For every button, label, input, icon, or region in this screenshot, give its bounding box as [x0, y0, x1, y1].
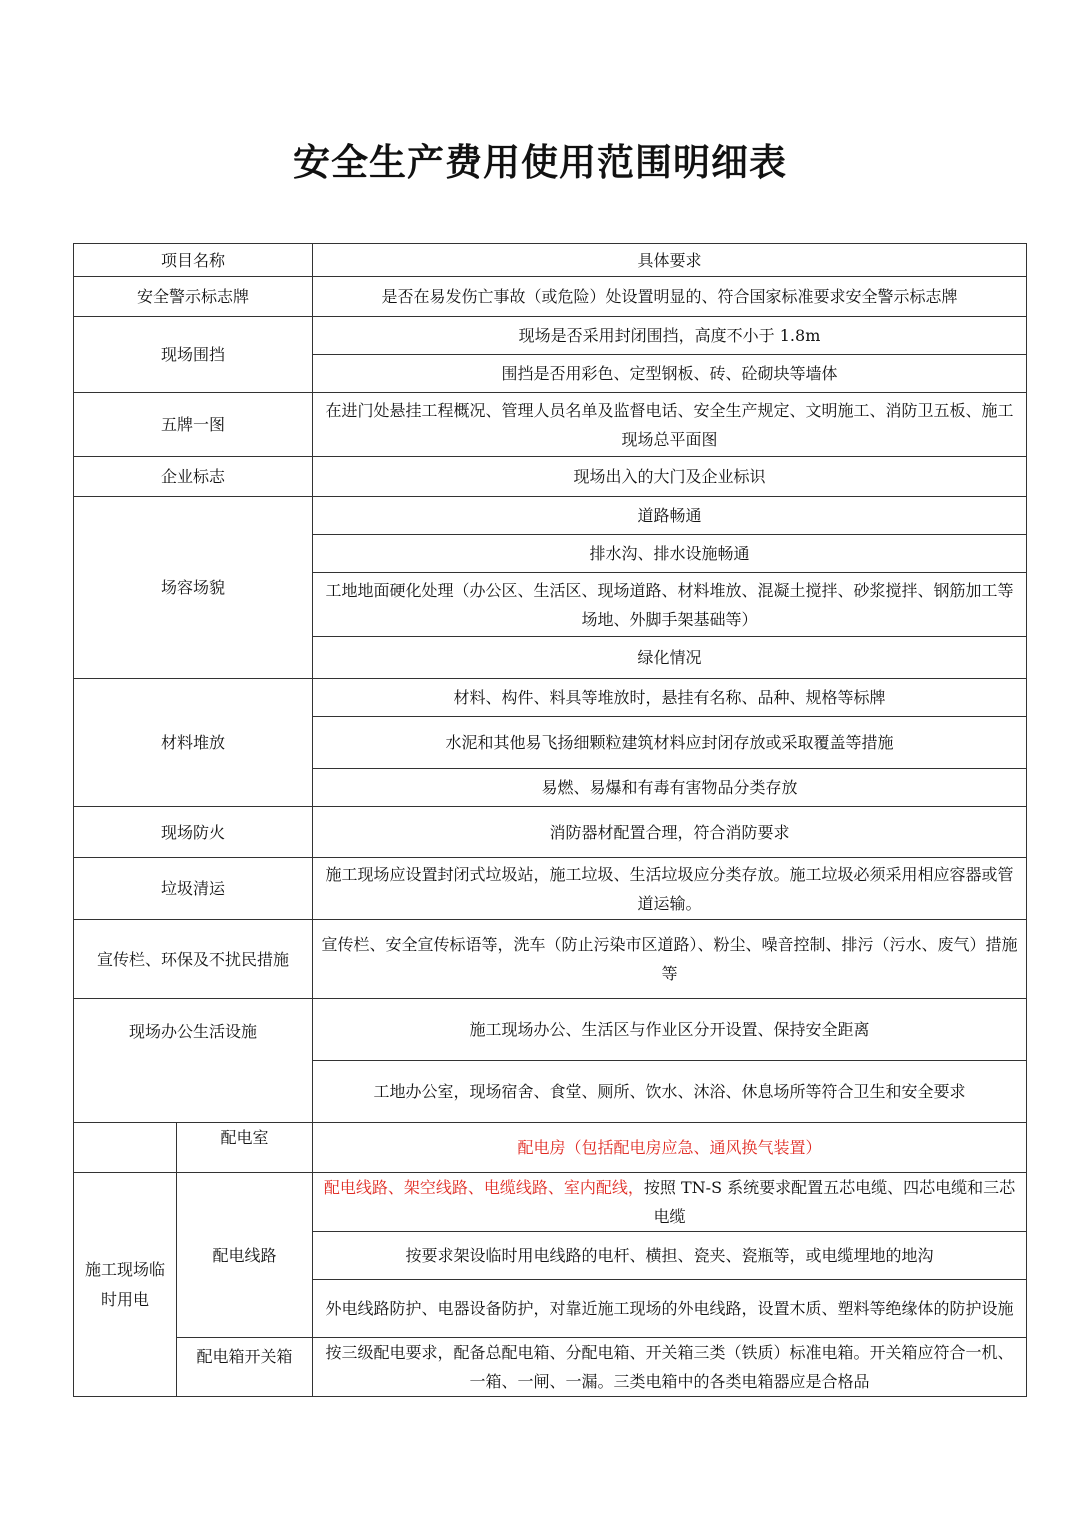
requirement-cell: 按三级配电要求，配备总配电箱、分配电箱、开关箱三类（铁质）标准电箱。开关箱应符合一机、一箱、一闸、一漏。三类电箱中的各类电箱器应是合格品 — [313, 1338, 1027, 1397]
table-row — [74, 457, 1027, 497]
requirement-cell: 消防器材配置合理，符合消防要求 — [313, 807, 1027, 858]
requirement-cell: 水泥和其他易飞扬细颗粒建筑材料应封闭存放或采取覆盖等措施 — [313, 717, 1027, 769]
table-row — [74, 858, 1027, 920]
requirement-cell: 是否在易发伤亡事故（或危险）处设置明显的、符合国家标准要求安全警示标志牌 — [313, 277, 1027, 317]
table-row — [74, 807, 1027, 858]
empty-cell — [74, 1123, 177, 1173]
requirement-cell: 围挡是否用彩色、定型钢板、砖、砼砌块等墙体 — [313, 355, 1027, 393]
item-cell: 配电线路 — [177, 1173, 313, 1338]
table-row — [74, 999, 1027, 1061]
requirement-cell: 现场出入的大门及企业标识 — [313, 457, 1027, 497]
detail-table — [73, 243, 1027, 1397]
requirement-cell: 外电线路防护、电器设备防护，对靠近施工现场的外电线路，设置木质、塑料等绝缘体的防护设施 — [313, 1280, 1027, 1338]
requirement-cell: 易燃、易爆和有毒有害物品分类存放 — [313, 769, 1027, 807]
item-cell: 配电室 — [177, 1123, 313, 1173]
item-cell: 现场办公生活设施 — [74, 999, 313, 1123]
requirement-cell — [313, 1173, 1027, 1232]
power-group-label: 施工现场临时用电 — [85, 1259, 166, 1309]
requirement-cell: 道路畅通 — [313, 497, 1027, 535]
item-cell: 企业标志 — [74, 457, 313, 497]
requirement-cell: 绿化情况 — [313, 637, 1027, 679]
table-row — [74, 1173, 1027, 1232]
header-requirement: 具体要求 — [313, 244, 1027, 277]
header-item: 项目名称 — [74, 244, 313, 277]
power-group-cell — [74, 1173, 177, 1397]
requirement-text: 按照 TN-S 系统要求配置五芯电缆、四芯电缆和三芯电缆 — [643, 1178, 1016, 1226]
item-cell: 宣传栏、环保及不扰民措施 — [74, 920, 313, 999]
table-row — [74, 497, 1027, 535]
requirement-cell: 在进门处悬挂工程概况、管理人员名单及监督电话、安全生产规定、文明施工、消防卫五板、施工现场总平面图 — [313, 393, 1027, 457]
table-row — [74, 679, 1027, 717]
item-cell: 五牌一图 — [74, 393, 313, 457]
requirement-cell: 施工现场办公、生活区与作业区分开设置、保持安全距离 — [313, 999, 1027, 1061]
table-row — [74, 920, 1027, 999]
item-cell: 材料堆放 — [74, 679, 313, 807]
item-cell: 现场围挡 — [74, 317, 313, 393]
table-row — [74, 393, 1027, 457]
page-title: 安全生产费用使用范围明细表 — [293, 141, 787, 184]
table-row — [74, 277, 1027, 317]
requirement-red-text: 配电线路、架空线路、电缆线路、室内配线， — [323, 1178, 644, 1197]
item-cell: 垃圾清运 — [74, 858, 313, 920]
requirement-cell: 按要求架设临时用电线路的电杆、横担、瓷夹、瓷瓶等，或电缆埋地的地沟 — [313, 1232, 1027, 1280]
requirement-cell: 现场是否采用封闭围挡，高度不小于 1.8m — [313, 317, 1027, 355]
item-cell: 配电箱开关箱 — [177, 1338, 313, 1397]
item-cell: 现场防火 — [74, 807, 313, 858]
requirement-cell: 材料、构件、料具等堆放时，悬挂有名称、品种、规格等标牌 — [313, 679, 1027, 717]
item-cell: 安全警示标志牌 — [74, 277, 313, 317]
table-row — [74, 1123, 1027, 1173]
requirement-cell: 工地地面硬化处理（办公区、生活区、现场道路、材料堆放、混凝土搅拌、砂浆搅拌、钢筋加工等场地、外脚手架基础等） — [313, 573, 1027, 637]
requirement-cell: 配电房（包括配电房应急、通风换气装置） — [313, 1123, 1027, 1173]
table-row — [74, 317, 1027, 355]
requirement-cell: 排水沟、排水设施畅通 — [313, 535, 1027, 573]
table-row — [74, 1338, 1027, 1397]
table-header-row — [74, 244, 1027, 277]
requirement-cell: 宣传栏、安全宣传标语等，洗车（防止污染市区道路）、粉尘、噪音控制、排污（污水、废气）措施等 — [313, 920, 1027, 999]
item-cell: 场容场貌 — [74, 497, 313, 679]
requirement-cell: 施工现场应设置封闭式垃圾站，施工垃圾、生活垃圾应分类存放。施工垃圾必须采用相应容器或管道运输。 — [313, 858, 1027, 920]
requirement-cell: 工地办公室，现场宿舍、食堂、厕所、饮水、沐浴、休息场所等符合卫生和安全要求 — [313, 1061, 1027, 1123]
